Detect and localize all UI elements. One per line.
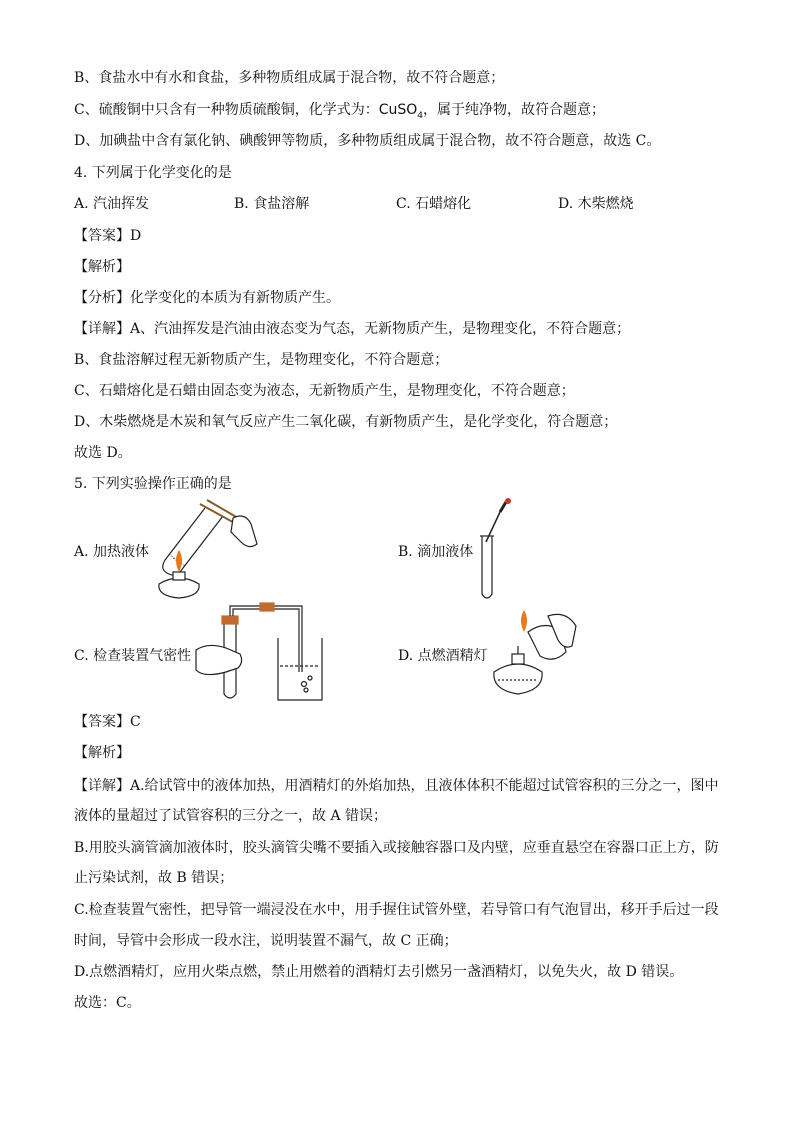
q5-analysis-line: 液体的量超过了试管容积的三分之一，故 A 错误； [74,808,388,824]
airtightness-check-illustration [190,600,340,704]
q4-answer: 【答案】D [74,228,142,244]
q4-analysis-line: C、石蜡熔化是石蜡由固态变为液态，无新物质产生，是物理变化，不符合题意； [74,383,575,399]
q5-option-a: A. 加热液体 [74,544,150,560]
formula-subscript: 4 [417,110,424,121]
q5-analysis-line: 时间，导管中会形成一段水注，说明装置不漏气，故 C 正确； [74,933,458,949]
q4-analysis-line: 【分析】化学变化的本质为有新物质产生。 [74,290,340,306]
q5-option-d: D. 点燃酒精灯 [398,648,488,664]
dropper-bulb-icon [505,498,511,504]
q5-analysis-line: 止污染试剂，故 B 错误； [74,870,234,886]
lighting-lamp-illustration [488,606,583,702]
q4-option-c: C. 石蜡熔化 [396,196,472,212]
heating-liquid-illustration [145,498,260,603]
question-5-stem: 5. 下列实验操作正确的是 [74,476,232,492]
text-line-formula [74,100,605,126]
q4-analysis-line: 故选 D。 [74,445,132,461]
dropper-illustration [470,498,520,603]
q4-analysis-line: B、食盐溶解过程无新物质产生，是物理变化，不符合题意； [74,352,449,368]
formula-base: CuSO [378,102,418,118]
q4-option-b: B. 食盐溶解 [234,196,310,212]
q4-option-d: D. 木柴燃烧 [558,196,634,212]
q5-answer: 【答案】C [74,714,141,730]
q5-analysis-line: B.用胶头滴管滴加液体时，胶头滴管尖嘴不要插入或接触容器口及内壁，应垂直悬空在容器口正上方，防 [74,840,719,856]
text-line: D、加碘盐中含有氯化钠、碘酸钾等物质，多种物质组成属于混合物，故不符合题意，故选 C。 [74,133,661,149]
q5-analysis-title: 【解析】 [74,745,130,761]
q5-analysis-line: D.点燃酒精灯，应用火柴点燃，禁止用燃着的酒精灯去引燃另一盏酒精灯，以免失火，故 D 错误。 [74,964,684,980]
q5-analysis-line: C.检查装置气密性，把导管一端浸没在水中，用手握住试管外壁，若导管口有气泡冒出，移开手后过一段 [74,902,719,918]
text-line: B、食盐水中有水和食盐，多种物质组成属于混合物，故不符合题意； [74,70,505,86]
q5-option-b: B. 滴加液体 [398,544,474,560]
q4-analysis-line: D、木柴燃烧是木炭和氧气反应产生二氧化碳，有新物质产生，是化学变化，符合题意； [74,414,618,430]
q5-option-c: C. 检查装置气密性 [74,648,192,664]
question-4-stem: 4. 下列属于化学变化的是 [74,165,232,181]
flame-icon [176,550,182,572]
formula [378,102,424,121]
q4-analysis-line: 【详解】A、汽油挥发是汽油由液态变为气态，无新物质产生，是物理变化，不符合题意； [74,321,631,337]
q5-analysis-line: 故选：C。 [74,995,141,1011]
q5-analysis-line: 【详解】A.给试管中的液体加热，用酒精灯的外焰加热，且液体体积不能超过试管容积的三分之一，图中 [74,778,719,794]
flame-icon [521,610,527,632]
text-fragment: ，属于纯净物，故符合题意； [423,102,606,118]
q4-analysis-title: 【解析】 [74,259,130,275]
text-fragment: C、硫酸铜中只含有一种物质硫酸铜，化学式为： [74,102,379,118]
q4-option-a: A. 汽油挥发 [74,196,150,212]
